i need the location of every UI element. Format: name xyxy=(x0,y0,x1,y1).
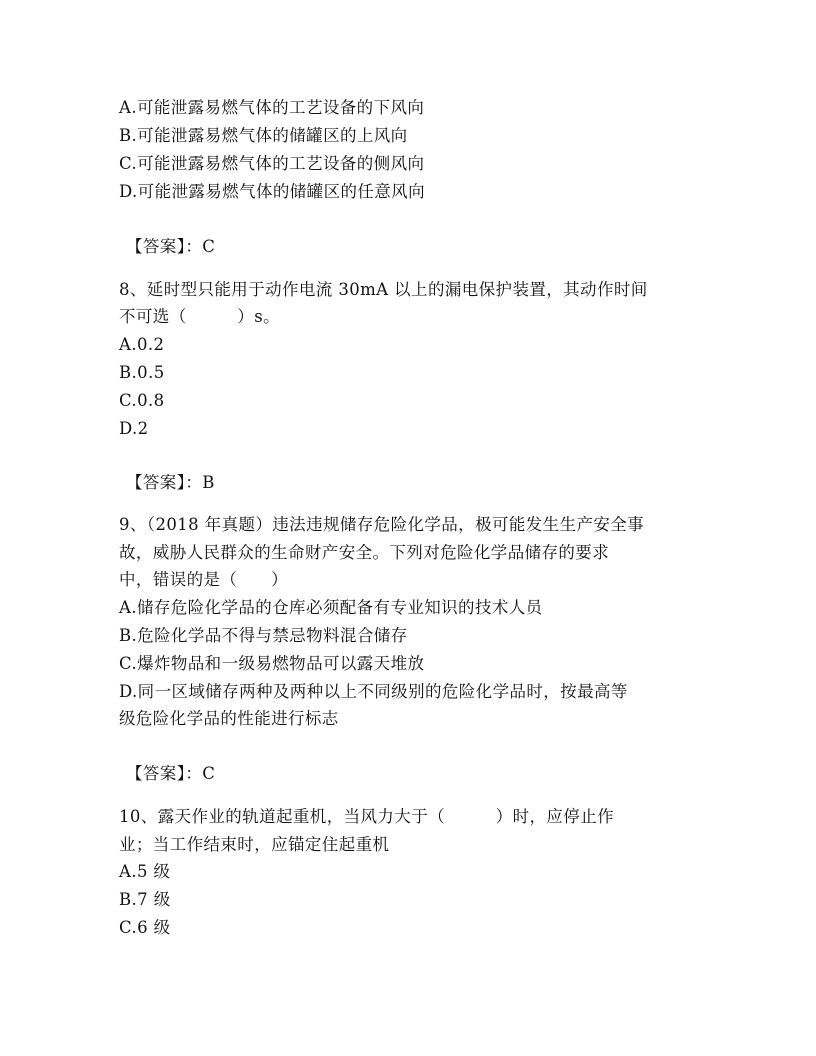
answer-line: 【答案】：C xyxy=(126,237,216,256)
question-9-option-d-line-1: D.同一区域储存两种及两种以上不同级别的危险化学品时，按最高等 xyxy=(119,682,628,701)
question-10-option-a: A.5 级 xyxy=(119,862,171,881)
question-9-answer: 【答案】：C xyxy=(126,764,216,783)
question-10-text-line-1: 10、露天作业的轨道起重机，当风力大于（ ）时，应停止作 xyxy=(119,807,614,826)
question-9-option-a: A.储存危险化学品的仓库必须配备有专业知识的技术人员 xyxy=(119,598,543,617)
question-9-text-line-3: 中，错误的是（ ） xyxy=(119,570,288,589)
question-8-option-d: D.2 xyxy=(119,419,149,438)
question-9-option-d-line-2: 级危险化学品的性能进行标志 xyxy=(119,709,339,728)
question-8-text-line-2: 不可选（ ）s。 xyxy=(119,307,280,326)
question-8-answer: 【答案】：B xyxy=(126,473,215,492)
question-8-option-c: C.0.8 xyxy=(119,391,165,410)
question-10-text-line-2: 业；当工作结束时，应锚定住起重机 xyxy=(119,835,390,854)
question-9-text-line-1: 9、（2018 年真题）违法违规储存危险化学品，极可能发生生产安全事 xyxy=(119,515,645,534)
option-a: A.可能泄露易燃气体的工艺设备的下风向 xyxy=(119,98,425,117)
question-10-option-b: B.7 级 xyxy=(119,890,171,909)
option-c: C.可能泄露易燃气体的工艺设备的侧风向 xyxy=(119,154,425,173)
question-9-option-b: B.危险化学品不得与禁忌物料混合储存 xyxy=(119,626,408,645)
question-8-text-line-1: 8、延时型只能用于动作电流 30mA 以上的漏电保护装置，其动作时间 xyxy=(119,280,648,299)
question-10-option-c: C.6 级 xyxy=(119,918,171,937)
question-8-option-a: A.0.2 xyxy=(119,335,165,354)
question-9-option-c: C.爆炸物品和一级易燃物品可以露天堆放 xyxy=(119,654,425,673)
question-8-option-b: B.0.5 xyxy=(119,363,165,382)
option-b: B.可能泄露易燃气体的储罐区的上风向 xyxy=(119,126,408,145)
option-d: D.可能泄露易燃气体的储罐区的任意风向 xyxy=(119,182,425,201)
question-9-text-line-2: 故，威胁人民群众的生命财产安全。下列对危险化学品储存的要求 xyxy=(119,543,610,562)
